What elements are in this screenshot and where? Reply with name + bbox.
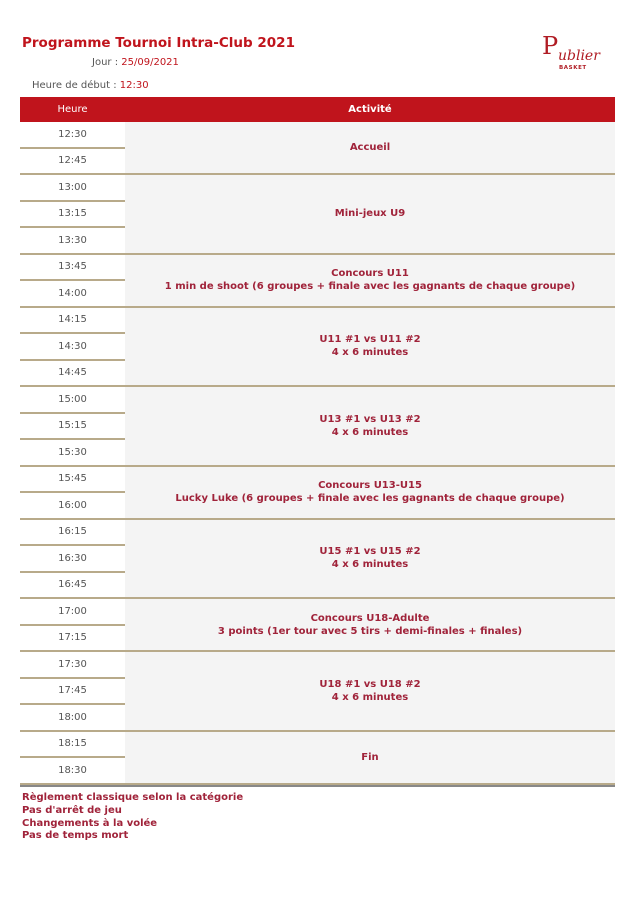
time-slot: 12:45 [20,147,125,174]
activity-cell [125,308,615,386]
schedule-block [20,122,615,175]
rule-note: Règlement classique selon la catégorie [22,792,244,803]
time-slot: 14:30 [20,332,125,359]
time-slot: 13:00 [20,175,125,200]
activity-line: U18 #1 vs U18 #2 [319,678,421,690]
activity-cell [125,175,615,253]
time-slot: 14:45 [20,359,125,386]
time-slot: 17:45 [20,677,125,704]
rule-note: Pas de temps mort [22,830,129,842]
time-column [20,652,125,730]
header-activite: Activité [348,104,392,115]
activity-cell [125,467,615,518]
time-slot: 18:30 [20,756,125,783]
time-column [20,122,125,173]
time-slot: 13:30 [20,226,125,253]
schedule-block [20,467,615,520]
time-slot: 17:30 [20,652,125,677]
time-slot: 18:15 [20,732,125,757]
activity-line: U11 #1 vs U11 #2 [319,334,421,346]
start-time-line [32,80,149,91]
date-line [92,57,179,68]
time-slot: 15:45 [20,467,125,492]
time-column [20,732,125,783]
schedule-block [20,652,615,732]
time-slot: 16:30 [20,544,125,571]
time-column [20,175,125,253]
activity-line: Concours U11 [331,268,409,279]
table-bottom-divider [20,785,615,787]
table-header [20,97,615,122]
activity-cell [125,520,615,598]
activity-line: U15 #1 vs U15 #2 [319,546,421,558]
schedule-body [20,122,615,785]
activity-line: U13 #1 vs U13 #2 [319,413,421,425]
activity-line: Accueil [349,142,391,153]
time-column [20,520,125,598]
rule-note: Changements à la volée [22,817,158,829]
schedule-block [20,255,615,308]
schedule-block [20,308,615,388]
date-value: 25/09/2021 [121,57,179,68]
activity-cell [125,652,615,730]
activity-line: Concours U13-U15 [318,480,422,491]
time-slot: 17:15 [20,624,125,651]
activity-line: Lucky Luke (6 groupes + finale avec les gagnants de chaque groupe) [175,493,565,504]
activity-line: Mini-jeux U9 [334,208,406,220]
activity-line: Fin [361,751,379,763]
schedule-block [20,175,615,255]
time-slot: 14:00 [20,279,125,306]
activity-line: 1 min de shoot (6 groupes + finale avec les gagnants de chaque groupe) [164,281,576,292]
rules-notes [22,792,243,843]
activity-cell [125,599,615,650]
time-slot: 16:15 [20,520,125,545]
schedule-block [20,387,615,467]
header-heure: Heure [57,104,88,115]
time-slot: 14:15 [20,308,125,333]
time-slot: 15:00 [20,387,125,412]
page-title: Programme Tournoi Intra-Club 2021 [22,35,295,51]
schedule-table [20,97,615,787]
time-slot: 15:30 [20,438,125,465]
rule-note: Pas d'arrêt de jeu [22,804,122,816]
time-slot: 12:30 [20,122,125,147]
time-column [20,255,125,306]
time-slot: 13:45 [20,255,125,280]
activity-line: 4 x 6 minutes [331,347,409,359]
start-time-label: Heure de début : [32,80,117,91]
time-column [20,467,125,518]
time-slot: 15:15 [20,412,125,439]
activity-cell [125,732,615,783]
activity-line: Concours U18-Adulte [310,612,430,624]
activity-cell [125,387,615,465]
activity-cell [125,255,615,306]
activity-line: 4 x 6 minutes [331,426,409,438]
time-column [20,599,125,650]
time-column [20,387,125,465]
time-slot: 18:00 [20,703,125,730]
activity-line: 3 points (1er tour avec 5 tirs + demi-finales + finales) [217,625,523,637]
schedule-block [20,732,615,785]
schedule-block [20,599,615,652]
date-label: Jour : [92,57,119,68]
time-slot: 17:00 [20,599,125,624]
activity-line: 4 x 6 minutes [331,691,409,703]
activity-cell [125,122,615,173]
schedule-block [20,520,615,600]
logo-subtext: BASKET [559,65,587,71]
time-column [20,308,125,386]
time-slot: 16:00 [20,491,125,518]
logo-initial: P [542,32,559,60]
time-slot: 16:45 [20,571,125,598]
start-time-value: 12:30 [119,80,149,91]
activity-line: 4 x 6 minutes [331,559,409,571]
club-logo [542,34,612,74]
time-slot: 13:15 [20,200,125,227]
logo-text: ublier [558,48,600,64]
